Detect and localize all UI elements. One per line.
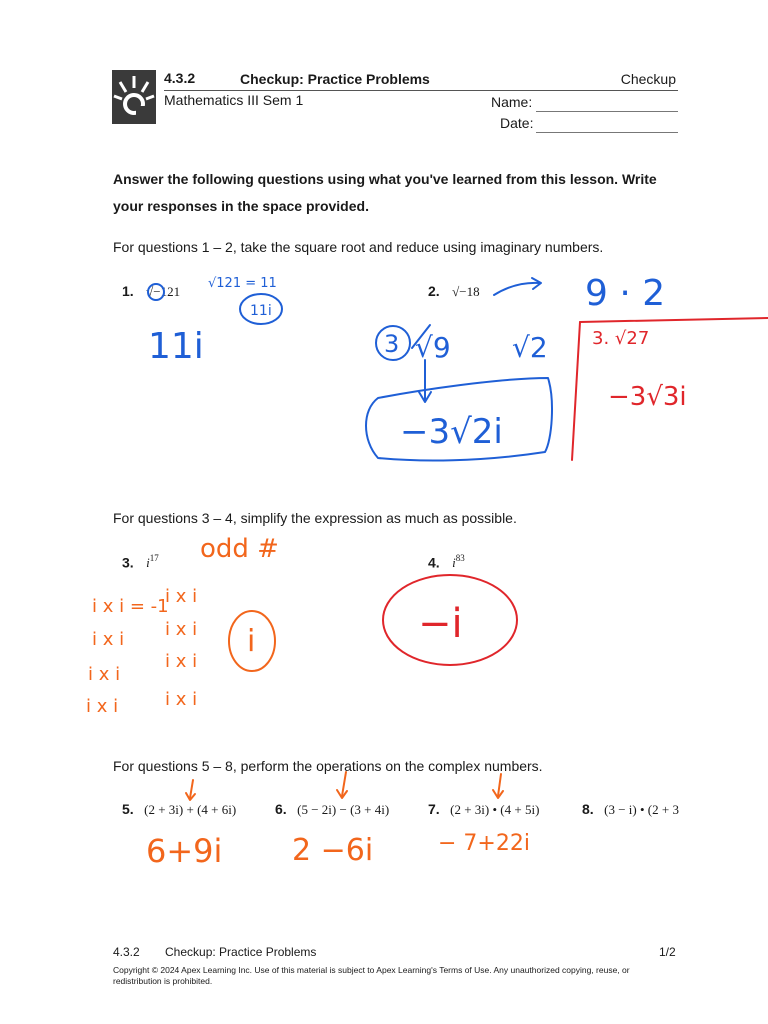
q1-circled-answer: 11i: [250, 303, 272, 319]
page-title: Checkup: Practice Problems: [240, 71, 430, 87]
name-label: Name:: [491, 94, 533, 110]
q5-answer: 6+9i: [146, 832, 223, 870]
question-expression: i: [452, 555, 456, 571]
scratch-line: i x i: [165, 586, 198, 607]
q2-answer-box: [366, 378, 552, 460]
question-6: [275, 801, 389, 819]
question-8: [582, 801, 768, 819]
q4-answer: −i: [418, 601, 463, 647]
header-divider: [164, 90, 678, 91]
copyright-notice: Copyright © 2024 Apex Learning Inc. Use of this material is subject to Apex Learning's Terms of Use. Any unauthorized copying, reuse, or redistribution is prohibited.: [113, 965, 630, 986]
q2-circle-3: [376, 326, 410, 360]
question-expression: (2 + 3i) + (4 + 6i): [144, 802, 237, 817]
question-5: [122, 801, 236, 819]
footer-title: Checkup: Practice Problems: [165, 945, 317, 959]
side-question: 3. √27: [592, 328, 650, 349]
question-expression: i: [146, 555, 150, 571]
q3-scratch-work: [86, 586, 197, 717]
q6-tick: [342, 772, 346, 796]
q6-tick-head: [337, 790, 347, 798]
footer-lesson-number: 4.3.2: [113, 945, 140, 959]
instructions: Answer the following questions using what you've learned from this lesson. Write your responses in the space provided.: [113, 171, 657, 214]
q7-answer: − 7+22i: [438, 831, 530, 856]
q4-answer-circle: [383, 575, 517, 665]
scratch-line: i x i = -1: [92, 596, 169, 617]
q1-answer-circle: [240, 294, 282, 324]
question-number: 5.: [122, 801, 134, 817]
q5-tick: [190, 780, 193, 798]
question-number: 7.: [428, 801, 440, 817]
date-label: Date:: [500, 115, 534, 131]
q2-arrow: [494, 283, 540, 295]
question-3: [122, 553, 159, 572]
question-exponent: 83: [455, 553, 465, 563]
doc-type-label: Checkup: [620, 71, 676, 87]
q1-answer: 11i: [148, 326, 204, 367]
q3-answer: i: [247, 624, 256, 659]
question-number: 6.: [275, 801, 287, 817]
date-field[interactable]: [536, 132, 678, 133]
question-number: 4.: [428, 554, 440, 571]
q2-strike: [412, 325, 430, 348]
course-name: Mathematics III Sem 1: [164, 92, 304, 108]
question-expression: (3 − i) • (2 + 3: [604, 802, 679, 817]
q2-down-arrowhead: [419, 392, 431, 402]
q5-tick-head: [186, 793, 195, 800]
section-2-prompt: For questions 3 – 4, simplify the expression as much as possible.: [113, 510, 517, 526]
lesson-number: 4.3.2: [164, 70, 196, 86]
question-expression: √−121: [146, 284, 181, 299]
q2-arrowhead: [532, 278, 541, 289]
section-1-prompt: For questions 1 – 2, take the square root and reduce using imaginary numbers.: [113, 239, 604, 255]
q2-work-sqrt2: √2: [512, 331, 548, 364]
question-number: 3.: [122, 554, 134, 571]
scratch-line: i x i: [165, 651, 198, 672]
q1-work: √121 = 11: [208, 276, 277, 291]
scratch-line: i x i: [92, 629, 125, 650]
scratch-line: i x i: [165, 619, 198, 640]
side-box-left: [572, 322, 580, 460]
question-exponent: 17: [149, 553, 159, 563]
side-answer: −3√3i: [608, 382, 687, 412]
q2-work-sqrt9: √9: [415, 331, 451, 364]
q7-tick: [498, 774, 501, 796]
question-number: 1.: [122, 283, 134, 299]
q3-answer-circle: [229, 611, 275, 671]
name-field[interactable]: [536, 111, 678, 112]
section-3-prompt: For questions 5 – 8, perform the operations on the complex numbers.: [113, 758, 543, 774]
q7-tick-head: [493, 790, 503, 798]
apex-logo: [112, 70, 156, 124]
scratch-line: i x i: [165, 689, 198, 710]
scratch-line: i x i: [86, 696, 119, 717]
q6-answer: 2 −6i: [292, 833, 374, 868]
question-expression: √−18: [452, 284, 480, 299]
side-box-top: [580, 318, 768, 322]
question-4: [428, 553, 465, 572]
question-number: 2.: [428, 283, 440, 299]
question-1: [122, 283, 180, 301]
question-2: [428, 283, 480, 301]
q2-answer: −3√2i: [400, 412, 503, 452]
question-expression: (2 + 3i) • (4 + 5i): [450, 802, 540, 817]
page-number: 1/2: [659, 945, 676, 959]
q2-work-3: 3: [384, 330, 400, 358]
q2-factoring: 9 · 2: [585, 273, 666, 314]
scratch-line: i x i: [88, 664, 121, 685]
question-expression: (5 − 2i) − (3 + 4i): [297, 802, 390, 817]
question-7: [428, 801, 539, 819]
question-number: 8.: [582, 801, 594, 817]
q3-note: odd #: [200, 534, 279, 564]
